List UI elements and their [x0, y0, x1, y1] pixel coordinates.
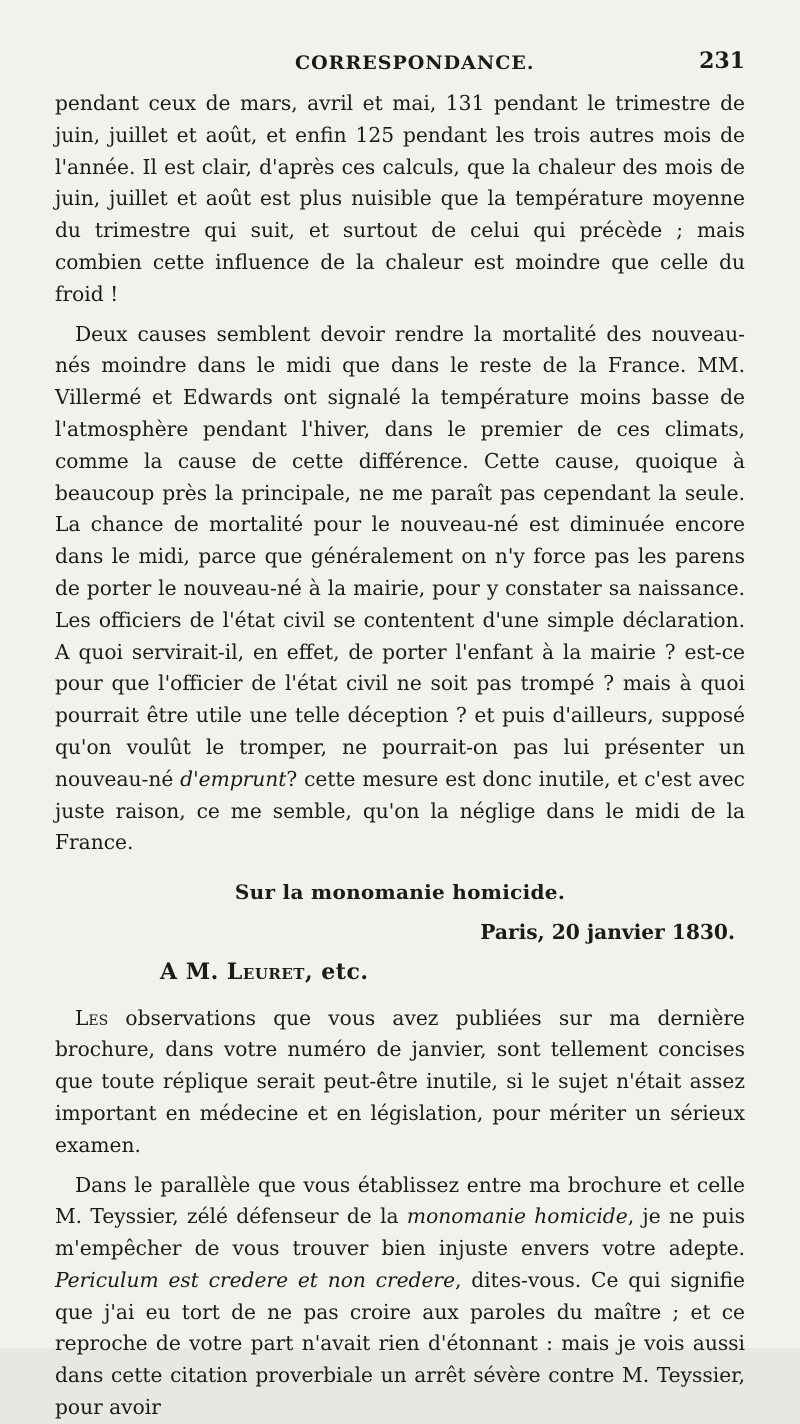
- opening-word: Les: [75, 1005, 109, 1030]
- paragraph-text: , je ne puis m'empêcher de vous trouver bien injuste envers votre adepte.: [55, 1204, 745, 1261]
- paragraph-mortality-seasons: pendant ceux de mars, avril et mai, 131 pendant le trimestre de juin, juillet et août, et enfin 125 pendant les trois autres mois de l'année. Il est clair, d'après ces calculs, que la chaleur des mois de juin, juillet et août est plus nuisible que la température moyenne du trimestre qui suit, et surtout de celui qui précède ; mais combien cette influence de la chaleur est moindre que celle du froid !: [55, 91, 745, 306]
- page-header: [55, 48, 745, 86]
- letter-address: [160, 957, 745, 989]
- page-number: 231: [699, 48, 745, 74]
- address-prefix: A M.: [160, 958, 219, 985]
- paragraph-text: observations que vous avez publiées sur ma dernière brochure, dans votre numéro de janvier, sont tellement concises que toute réplique serait peut-être inutile, si le sujet n'était assez important en médecine et en législation, pour mériter un sérieux examen.: [55, 1005, 745, 1157]
- paragraph-text: Deux causes semblent devoir rendre la mortalité des nouveau-nés moindre dans le midi que dans le reste de la France. MM. Villermé et Edwards ont signalé la température moins basse de l'atmosphère pendant l'hiver, dans le premier de ces climats, comme la cause de cette différence. Cette cause, quoique à beaucoup près la principale, ne me paraît pas cependant la seule. La chance de mortalité pour le nouveau-né est diminuée encore dans le midi, parce que généralement on n'y force pas les parens de porter le nouveau-né à la mairie, pour y constater sa naissance. Les officiers de l'état civil se contentent d'une simple déclaration. A quoi servirait-il, en effet, de porter l'enfant à la mairie ? est-ce pour que l'officier de l'état civil ne soit pas trompé ? mais à quoi pourrait être utile une telle déception ? et puis d'ailleurs, supposé qu'on voulût le tromper, ne pourrait-on pas lui présenter un nouveau-né: [55, 321, 745, 791]
- letter-dateline: Paris, 20 janvier 1830.: [480, 919, 735, 944]
- paragraph-two-causes: [55, 319, 745, 860]
- section-title: Sur la monomanie homicide.: [234, 880, 566, 905]
- paragraph-text: Dans le parallèle que vous établissez entre ma brochure et celle M. Teyssier, zélé défenseur de la: [55, 1172, 745, 1229]
- latin-quote: Periculum est credere et non credere: [55, 1267, 456, 1292]
- running-title: CORRESPONDANCE.: [295, 52, 535, 74]
- emphasis-text: d'emprunt: [180, 766, 287, 791]
- address-suffix: , etc.: [304, 958, 369, 985]
- page-body: [55, 88, 745, 1424]
- paragraph-text: ? cette mesure est donc inutile, et c'est avec juste raison, ce me semble, qu'on la néglige dans le midi de la France.: [55, 766, 745, 855]
- paragraph-text: , dites-vous. Ce qui signifie que j'ai eu tort de ne pas croire aux paroles du maître ; et ce reproche de votre part n'avait rien d'étonnant : mais je vois aussi dans cette citation proverbiale un arrêt sévère contre M. Teyssier, pour avoir: [55, 1267, 745, 1420]
- address-name: Leuret: [226, 958, 305, 985]
- paragraph-observations: [55, 1003, 745, 1162]
- paragraph-parallel: [55, 1170, 745, 1424]
- emphasis-text: monomanie homicide: [406, 1204, 628, 1229]
